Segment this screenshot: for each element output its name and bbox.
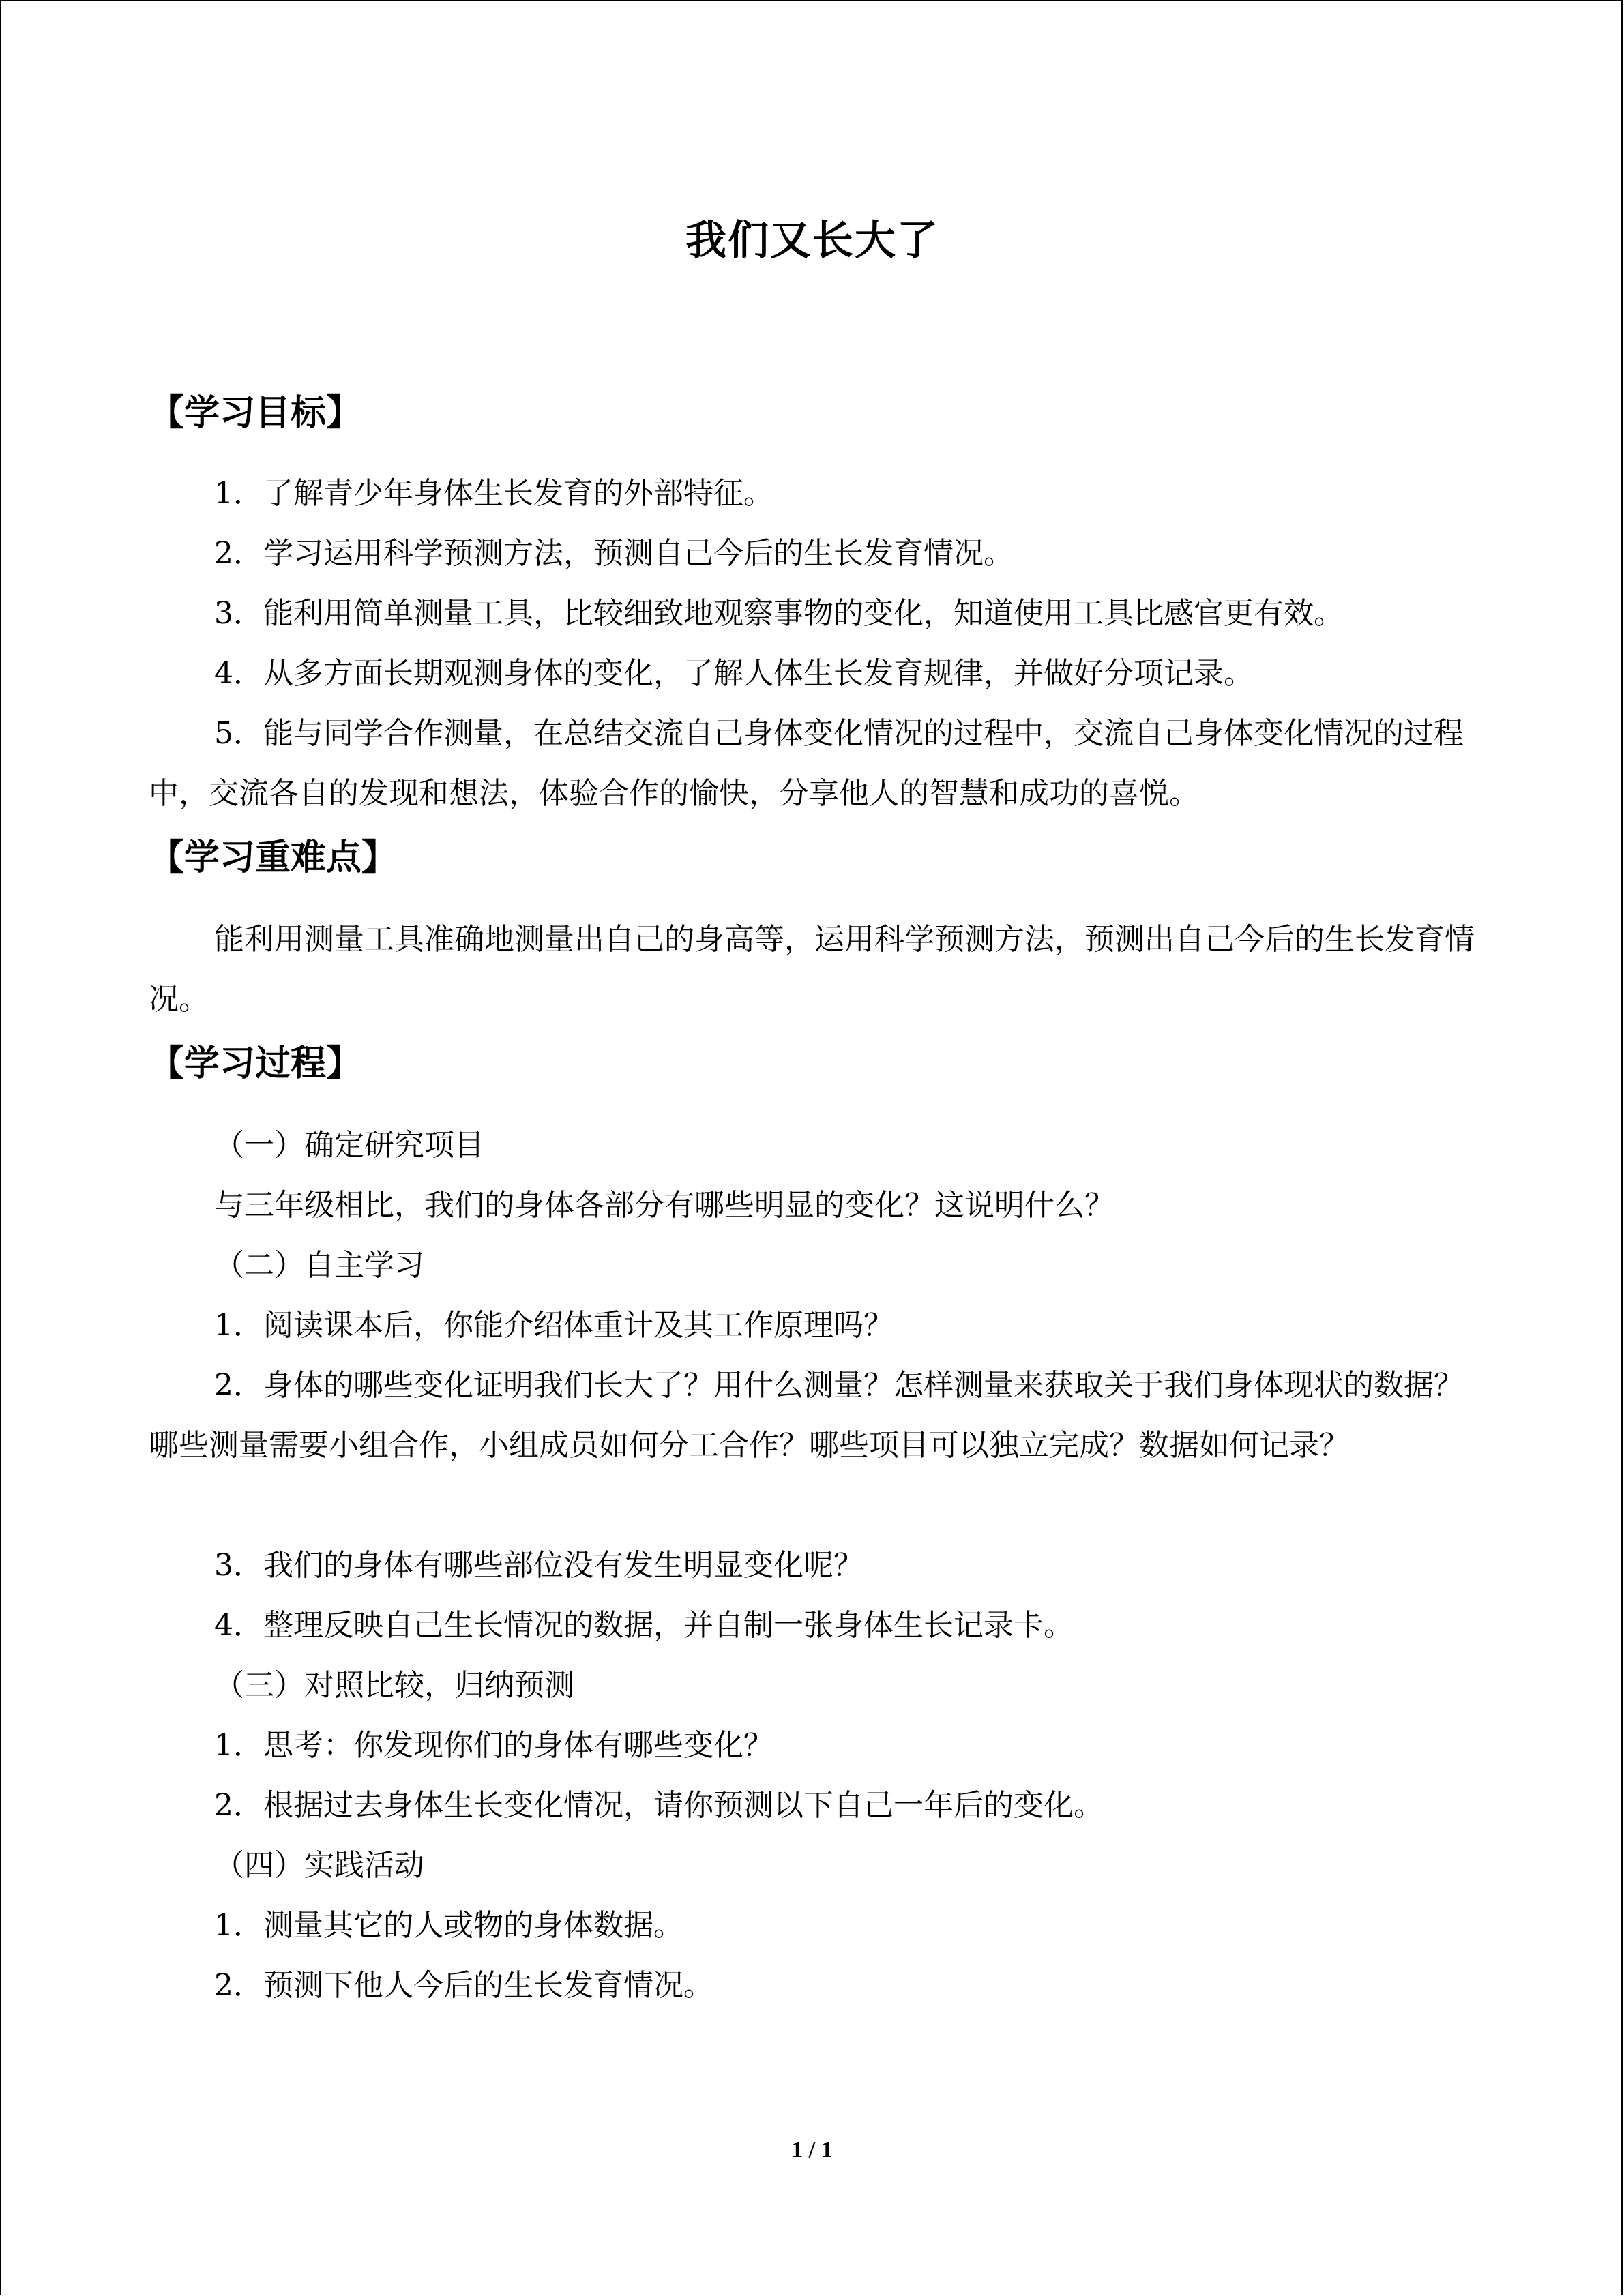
process-line: 4．整理反映自己生长情况的数据，并自制一张身体生长记录卡。: [214, 1608, 1074, 1643]
key-points-heading: 【学习重难点】: [149, 837, 398, 878]
objective-item-4: 4．从多方面长期观测身体的变化，了解人体生长发育规律，并做好分项记录。: [214, 656, 1254, 691]
objective-item-2: 2．学习运用科学预测方法，预测自己今后的生长发育情况。: [214, 536, 1014, 571]
objectives-heading: 【学习目标】: [149, 393, 362, 434]
process-line: 2．身体的哪些变化证明我们长大了？用什么测量？怎样测量来获取关于我们身体现状的数据？哪些测量需要小组合作，小组成员如何分工合作？哪些项目可以独立完成？数据如何记录？: [149, 1368, 1464, 1463]
process-line: 3．我们的身体有哪些部位没有发生明显变化呢？: [214, 1548, 863, 1583]
process-subheading-4: （四）实践活动: [214, 1848, 424, 1883]
key-points-text: 能利用测量工具准确地测量出自己的身高等，运用科学预测方法，预测出自己今后的生长发育情况。: [149, 922, 1475, 1017]
page-number: 1 / 1: [791, 2137, 833, 2162]
objective-item-5: 5．能与同学合作测量，在总结交流自己身体变化情况的过程中，交流自己身体变化情况的过程中，交流各自的发现和想法，体验合作的愉快，分享他人的智慧和成功的喜悦。: [149, 716, 1464, 811]
process-line: 1．思考：你发现你们的身体有哪些变化？: [214, 1728, 773, 1763]
process-line: 1．测量其它的人或物的身体数据。: [214, 1908, 683, 1943]
process-subheading-2: （二）自主学习: [214, 1248, 424, 1283]
objective-item-3: 3．能利用简单测量工具，比较细致地观察事物的变化，知道使用工具比感官更有效。: [214, 596, 1344, 631]
process-line: 2．预测下他人今后的生长发育情况。: [214, 1968, 713, 2003]
process-heading: 【学习过程】: [149, 1043, 362, 1084]
process-subheading-3: （三）对照比较，归纳预测: [214, 1668, 574, 1703]
process-line: 2．根据过去身体生长变化情况，请你预测以下自己一年后的变化。: [214, 1788, 1104, 1823]
objective-item-1: 1．了解青少年身体生长发育的外部特征。: [214, 476, 773, 511]
process-line: 1．阅读课本后，你能介绍体重计及其工作原理吗？: [214, 1308, 894, 1343]
document-title: 我们又长大了: [685, 217, 939, 265]
process-subheading-1: （一）确定研究项目: [214, 1128, 484, 1163]
process-line: 与三年级相比，我们的身体各部分有哪些明显的变化？这说明什么？: [214, 1188, 1114, 1223]
